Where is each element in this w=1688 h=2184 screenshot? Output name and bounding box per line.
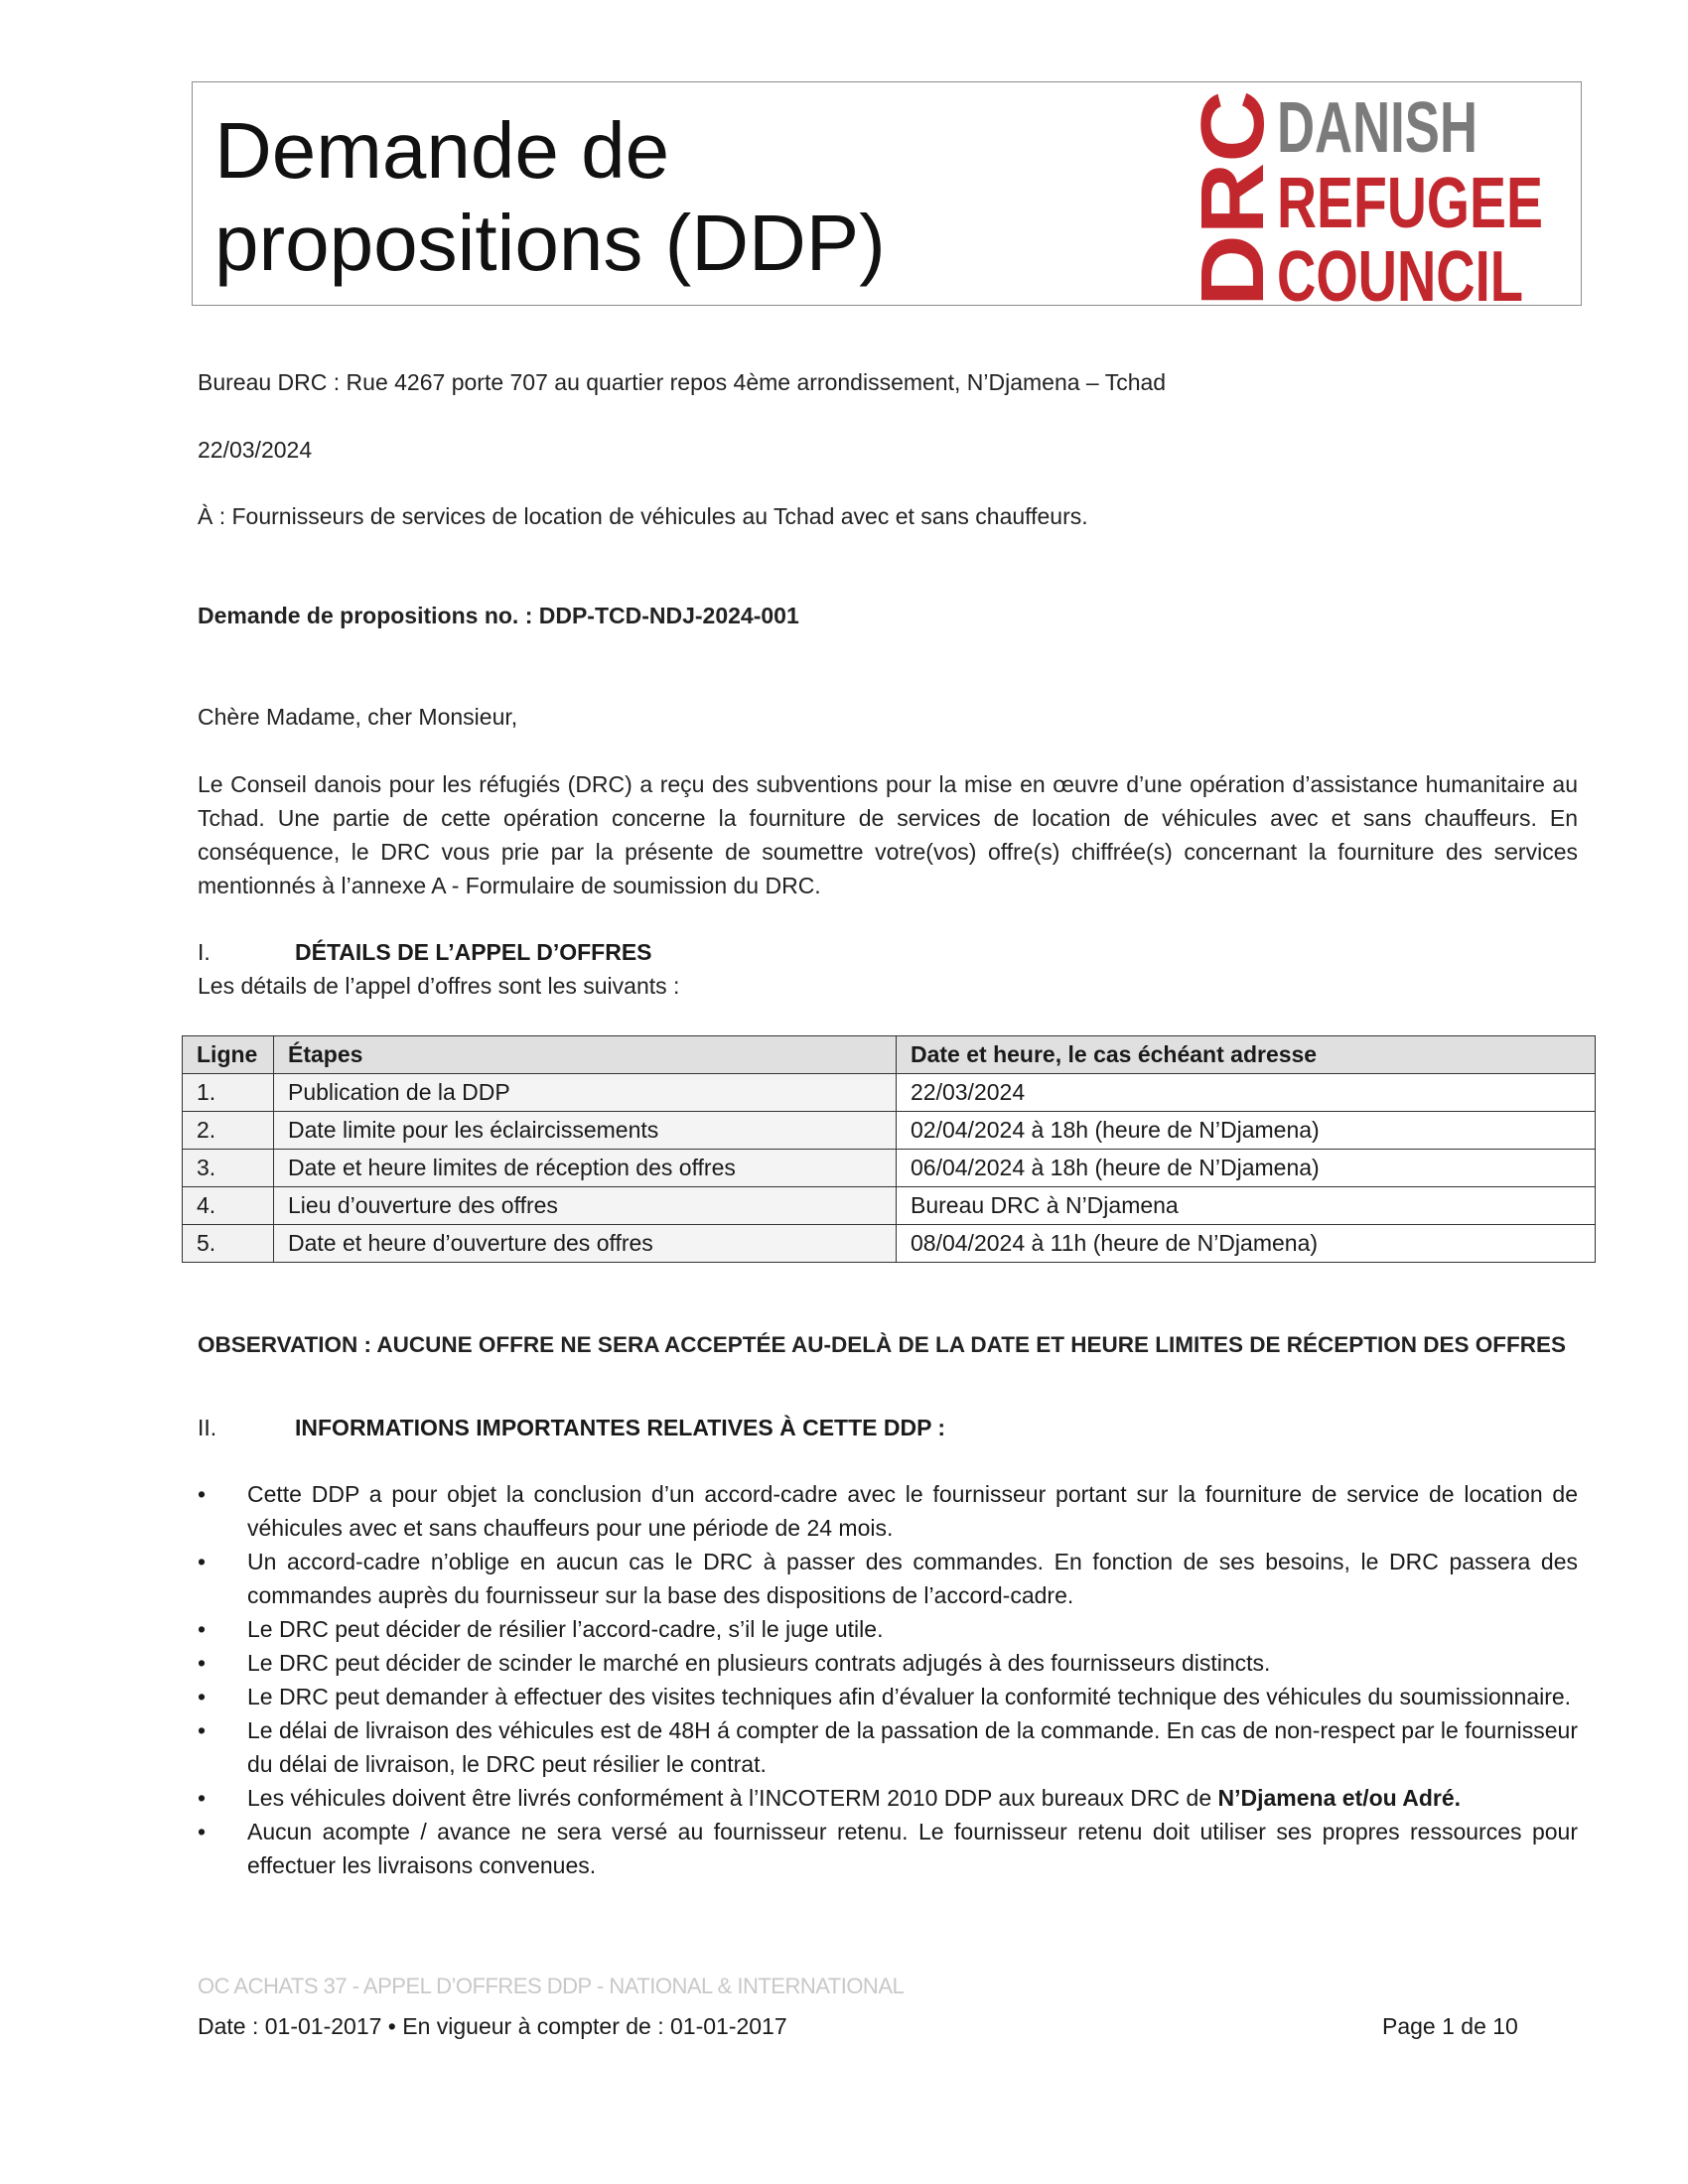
cell-etape: Lieu d’ouverture des offres <box>274 1187 897 1225</box>
list-item-text: Cette DDP a pour objet la conclusion d’un accord-cadre avec le fournisseur portant sur la fourniture de service de location de véhicules avec et sans chauffeurs pour une période de 24 mois. <box>247 1481 1578 1541</box>
recipient-line: À : Fournisseurs de services de location de véhicules au Tchad avec et sans chauffeurs. <box>198 503 1088 529</box>
page-number: Page 1 de 10 <box>1382 2013 1518 2039</box>
bullet-marker: • <box>198 1616 207 1642</box>
list-item <box>198 1646 1578 1680</box>
cell-ligne: 5. <box>183 1225 274 1263</box>
list-item-text: Un accord-cadre n’oblige en aucun cas le DRC à passer des commandes. En fonction de ses besoins, le DRC passera des commandes auprès du fournisseur sur la base des dispositions de l’accord-cadre. <box>247 1549 1578 1608</box>
cell-ligne: 3. <box>183 1150 274 1187</box>
table-row <box>183 1112 1596 1150</box>
drc-vertical-letters <box>1184 90 1283 307</box>
drc-logo <box>1184 82 1553 317</box>
list-item-bold-text: N’Djamena et/ou Adré. <box>1217 1785 1462 1811</box>
tender-details-table <box>182 1035 1596 1263</box>
column-header-etapes: Étapes <box>274 1036 897 1074</box>
table-row <box>183 1150 1596 1187</box>
cell-date: Bureau DRC à N’Djamena <box>897 1187 1596 1225</box>
bureau-address: Bureau DRC : Rue 4267 porte 707 au quartier repos 4ème arrondissement, N’Djamena – Tchad <box>198 369 1167 395</box>
list-item <box>198 1545 1578 1612</box>
section-2-title: INFORMATIONS IMPORTANTES RELATIVES À CETTE DDP : <box>295 1415 946 1440</box>
list-item <box>198 1815 1578 1882</box>
cell-date: 02/04/2024 à 18h (heure de N’Djamena) <box>897 1112 1596 1150</box>
cell-date: 22/03/2024 <box>897 1074 1596 1112</box>
cell-etape: Date limite pour les éclaircissements <box>274 1112 897 1150</box>
cell-date: 08/04/2024 à 11h (heure de N’Djamena) <box>897 1225 1596 1263</box>
title-line-1: Demande de <box>214 106 670 195</box>
bullet-marker: • <box>198 1819 207 1844</box>
svg-text:DANISH: DANISH <box>1277 88 1477 168</box>
svg-text:DRC: DRC <box>1184 113 1283 307</box>
bullet-marker: • <box>198 1717 207 1743</box>
list-item-text: Le DRC peut décider de résilier l’accord-cadre, s’il le juge utile. <box>247 1616 884 1642</box>
svg-text:COUNCIL: COUNCIL <box>1277 237 1523 317</box>
svg-text:REFUGEE: REFUGEE <box>1277 164 1543 243</box>
bullet-marker: • <box>198 1684 207 1709</box>
list-item-text: Aucun acompte / avance ne sera versé au fournisseur retenu. Le fournisseur retenu doit utiliser ses propres ressources pour effectuer les livraisons convenues. <box>247 1819 1578 1878</box>
bullet-marker: • <box>198 1785 207 1811</box>
cell-etape: Date et heure d’ouverture des offres <box>274 1225 897 1263</box>
list-item <box>198 1477 1578 1545</box>
cell-ligne: 1. <box>183 1074 274 1112</box>
column-header-ligne: Ligne <box>183 1036 274 1074</box>
salutation: Chère Madame, cher Monsieur, <box>198 704 518 730</box>
table-header-row <box>183 1036 1596 1074</box>
footer-date-line: Date : 01-01-2017 • En vigueur à compter de : 01-01-2017 <box>198 2013 787 2039</box>
list-item-text: Les véhicules doivent être livrés conformément à l’INCOTERM 2010 DDP aux bureaux DRC de <box>247 1785 1218 1811</box>
cell-ligne: 4. <box>183 1187 274 1225</box>
title-line-2: propositions (DDP) <box>214 199 886 287</box>
column-header-date: Date et heure, le cas échéant adresse <box>897 1036 1596 1074</box>
section-1-number: I. <box>198 939 211 965</box>
bullet-marker: • <box>198 1549 207 1574</box>
list-item-text: Le délai de livraison des véhicules est de 48H á compter de la passation de la commande. En cas de non-respect par le fournisseur du délai de livraison, le DRC peut résilier le contrat. <box>247 1717 1578 1777</box>
important-info-list <box>198 1477 1578 1882</box>
bullet-marker: • <box>198 1650 207 1676</box>
section-1-lead: Les détails de l’appel d’offres sont les suivants : <box>198 973 680 999</box>
footer-form-reference: OC ACHATS 37 - APPEL D’OFFRES DDP - NATIONAL & INTERNATIONAL <box>198 1974 905 1998</box>
table-row <box>183 1225 1596 1263</box>
list-item <box>198 1680 1578 1713</box>
list-item-text: Le DRC peut décider de scinder le marché en plusieurs contrats adjugés à des fournisseurs distincts. <box>247 1650 1271 1676</box>
observation-notice: OBSERVATION : AUCUNE OFFRE NE SERA ACCEPTÉE AU-DELÀ DE LA DATE ET HEURE LIMITES DE RÉCEPTION DES OFFRES <box>198 1332 1567 1357</box>
header-box <box>192 81 1582 317</box>
section-2-number: II. <box>198 1415 217 1440</box>
cell-date: 06/04/2024 à 18h (heure de N’Djamena) <box>897 1150 1596 1187</box>
list-item <box>198 1781 1578 1815</box>
cell-etape: Publication de la DDP <box>274 1074 897 1112</box>
table-row <box>183 1074 1596 1112</box>
bullet-marker: • <box>198 1481 207 1507</box>
cell-ligne: 2. <box>183 1112 274 1150</box>
rfp-number: Demande de propositions no. : DDP-TCD-NDJ-2024-001 <box>198 603 799 628</box>
list-item <box>198 1612 1578 1646</box>
document-date: 22/03/2024 <box>198 437 313 463</box>
table-row <box>183 1187 1596 1225</box>
section-1-title: DÉTAILS DE L’APPEL D’OFFRES <box>295 939 652 965</box>
list-item-text: Le DRC peut demander à effectuer des visites techniques afin d’évaluer la conformité technique des véhicules du soumissionnaire. <box>247 1684 1572 1709</box>
page-title <box>214 104 1108 289</box>
list-item <box>198 1713 1578 1781</box>
cell-etape: Date et heure limites de réception des offres <box>274 1150 897 1187</box>
intro-paragraph: Le Conseil danois pour les réfugiés (DRC) a reçu des subventions pour la mise en œuvre d’une opération d’assistance humanitaire au Tchad. Une partie de cette opération concerne la fourniture de services de location de véhicules avec et sans chauffeurs. En conséquence, le DRC vous prie par la présente de soumettre votre(vos) offre(s) chiffrée(s) concernant la fourniture des services mentionnés à l’annexe A - Formulaire de soumission du DRC. <box>198 771 1578 898</box>
